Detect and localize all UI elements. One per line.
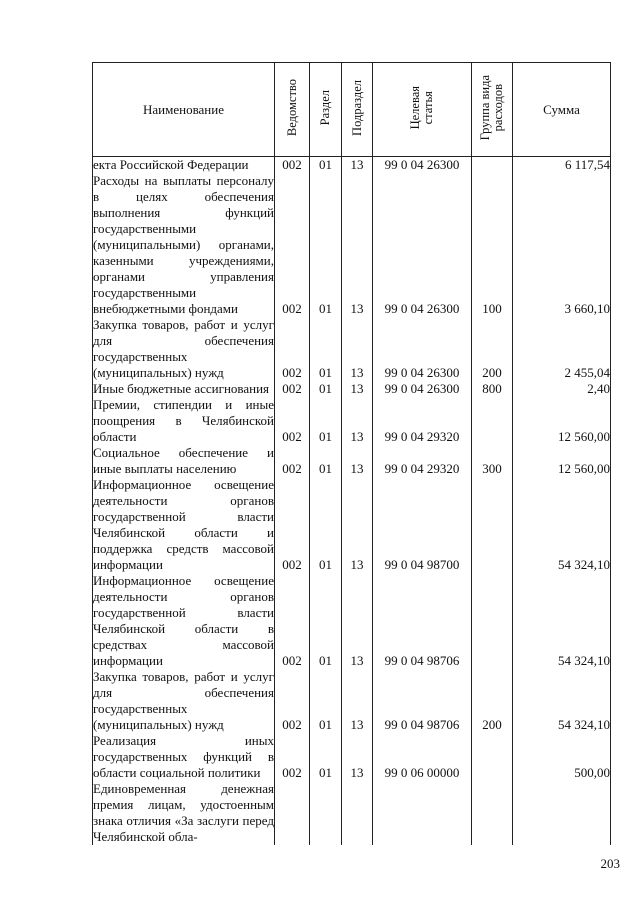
table-row	[93, 157, 611, 174]
row-razd: 01	[310, 157, 342, 174]
row-name: Расходы на выплаты персоналу в целях обеспечения выполнения функций государственными (муниципальными) органами, казенными учреждениями, органами управления государственными внебюджетными фондами	[93, 173, 274, 316]
row-podr: 13	[342, 157, 373, 174]
row-grp: 200	[472, 669, 513, 733]
row-razd: 01	[310, 733, 342, 781]
header-podrazdel: Подраздел	[342, 63, 373, 157]
row-sum: 500,00	[513, 733, 611, 781]
header-summa: Сумма	[513, 63, 611, 157]
row-sum: 3 660,10	[513, 173, 611, 317]
row-ved: 002	[275, 733, 310, 781]
header-vedomstvo: Ведомство	[275, 63, 310, 157]
row-code: 99 0 04 26300	[373, 157, 472, 174]
row-sum	[513, 781, 611, 845]
header-name: Наименование	[93, 63, 275, 157]
table-row	[93, 781, 611, 845]
table-row	[93, 733, 611, 781]
table-row	[93, 173, 611, 317]
row-code: 99 0 04 98700	[373, 477, 472, 573]
row-ved: 002	[275, 477, 310, 573]
row-ved: 002	[275, 397, 310, 445]
row-podr: 13	[342, 733, 373, 781]
table-row	[93, 477, 611, 573]
row-razd: 01	[310, 381, 342, 397]
row-grp: 800	[472, 381, 513, 397]
row-sum: 12 560,00	[513, 445, 611, 477]
row-razd	[310, 781, 342, 845]
row-grp	[472, 397, 513, 445]
row-sum: 54 324,10	[513, 573, 611, 669]
row-podr: 13	[342, 173, 373, 317]
row-grp	[472, 781, 513, 845]
row-name: Премии, стипендии и иные поощрения в Челябинской области	[93, 397, 274, 444]
table-row	[93, 381, 611, 397]
row-razd: 01	[310, 173, 342, 317]
row-podr	[342, 781, 373, 845]
row-code: 99 0 04 29320	[373, 445, 472, 477]
row-razd: 01	[310, 477, 342, 573]
row-razd: 01	[310, 445, 342, 477]
row-ved: 002	[275, 157, 310, 174]
row-name: Закупка товаров, работ и услуг для обеспечения государственных (муниципальных) нужд	[93, 317, 274, 380]
row-name: Информационное освещение деятельности органов государственной власти Челябинской области в средствах массовой информации	[93, 573, 274, 668]
row-name: екта Российской Федерации	[93, 157, 275, 174]
row-name: Информационное освещение деятельности органов государственной власти Челябинской области и поддержка средств массовой информации	[93, 477, 274, 572]
table-row	[93, 573, 611, 669]
row-code: 99 0 04 26300	[373, 317, 472, 381]
row-podr: 13	[342, 573, 373, 669]
row-grp: 200	[472, 317, 513, 381]
row-podr: 13	[342, 445, 373, 477]
header-gruppa: Группа вида расходов	[472, 63, 513, 157]
row-ved: 002	[275, 669, 310, 733]
row-grp	[472, 733, 513, 781]
row-razd: 01	[310, 317, 342, 381]
row-ved: 002	[275, 381, 310, 397]
row-sum: 6 117,54	[513, 157, 611, 174]
row-sum: 54 324,10	[513, 477, 611, 573]
row-ved	[275, 781, 310, 845]
table-row	[93, 445, 611, 477]
row-grp: 100	[472, 173, 513, 317]
table-row	[93, 397, 611, 445]
row-code: 99 0 04 26300	[373, 381, 472, 397]
row-sum: 54 324,10	[513, 669, 611, 733]
row-razd: 01	[310, 669, 342, 733]
row-code: 99 0 04 98706	[373, 573, 472, 669]
row-code: 99 0 04 26300	[373, 173, 472, 317]
row-grp: 300	[472, 445, 513, 477]
table-row	[93, 317, 611, 381]
row-name: Иные бюджетные ассигнования	[93, 381, 275, 397]
row-podr: 13	[342, 477, 373, 573]
table-header-row	[93, 63, 611, 157]
row-ved: 002	[275, 445, 310, 477]
row-razd: 01	[310, 573, 342, 669]
table-row	[93, 669, 611, 733]
row-code: 99 0 06 00000	[373, 733, 472, 781]
row-ved: 002	[275, 317, 310, 381]
row-grp	[472, 157, 513, 174]
budget-table	[92, 62, 611, 845]
row-sum: 12 560,00	[513, 397, 611, 445]
row-sum: 2,40	[513, 381, 611, 397]
row-name: Закупка товаров, работ и услуг для обеспечения государственных (муниципальных) нужд	[93, 669, 274, 732]
row-ved: 002	[275, 573, 310, 669]
row-name: Единовременная денежная премия лицам, удостоенным знака отличия «За заслуги перед Челябинской обла-	[93, 781, 274, 844]
row-podr: 13	[342, 397, 373, 445]
row-podr: 13	[342, 317, 373, 381]
row-code	[373, 781, 472, 845]
row-podr: 13	[342, 669, 373, 733]
header-razdel: Раздел	[310, 63, 342, 157]
row-grp	[472, 477, 513, 573]
row-code: 99 0 04 98706	[373, 669, 472, 733]
row-sum: 2 455,04	[513, 317, 611, 381]
row-grp	[472, 573, 513, 669]
row-name: Социальное обеспечение и иные выплаты населению	[93, 445, 274, 476]
row-podr: 13	[342, 381, 373, 397]
page-number: 203	[600, 856, 620, 871]
header-celevaya: Целевая статья	[373, 63, 472, 157]
row-code: 99 0 04 29320	[373, 397, 472, 445]
row-ved: 002	[275, 173, 310, 317]
row-razd: 01	[310, 397, 342, 445]
row-name: Реализация иных государственных функций в области социальной политики	[93, 733, 274, 780]
